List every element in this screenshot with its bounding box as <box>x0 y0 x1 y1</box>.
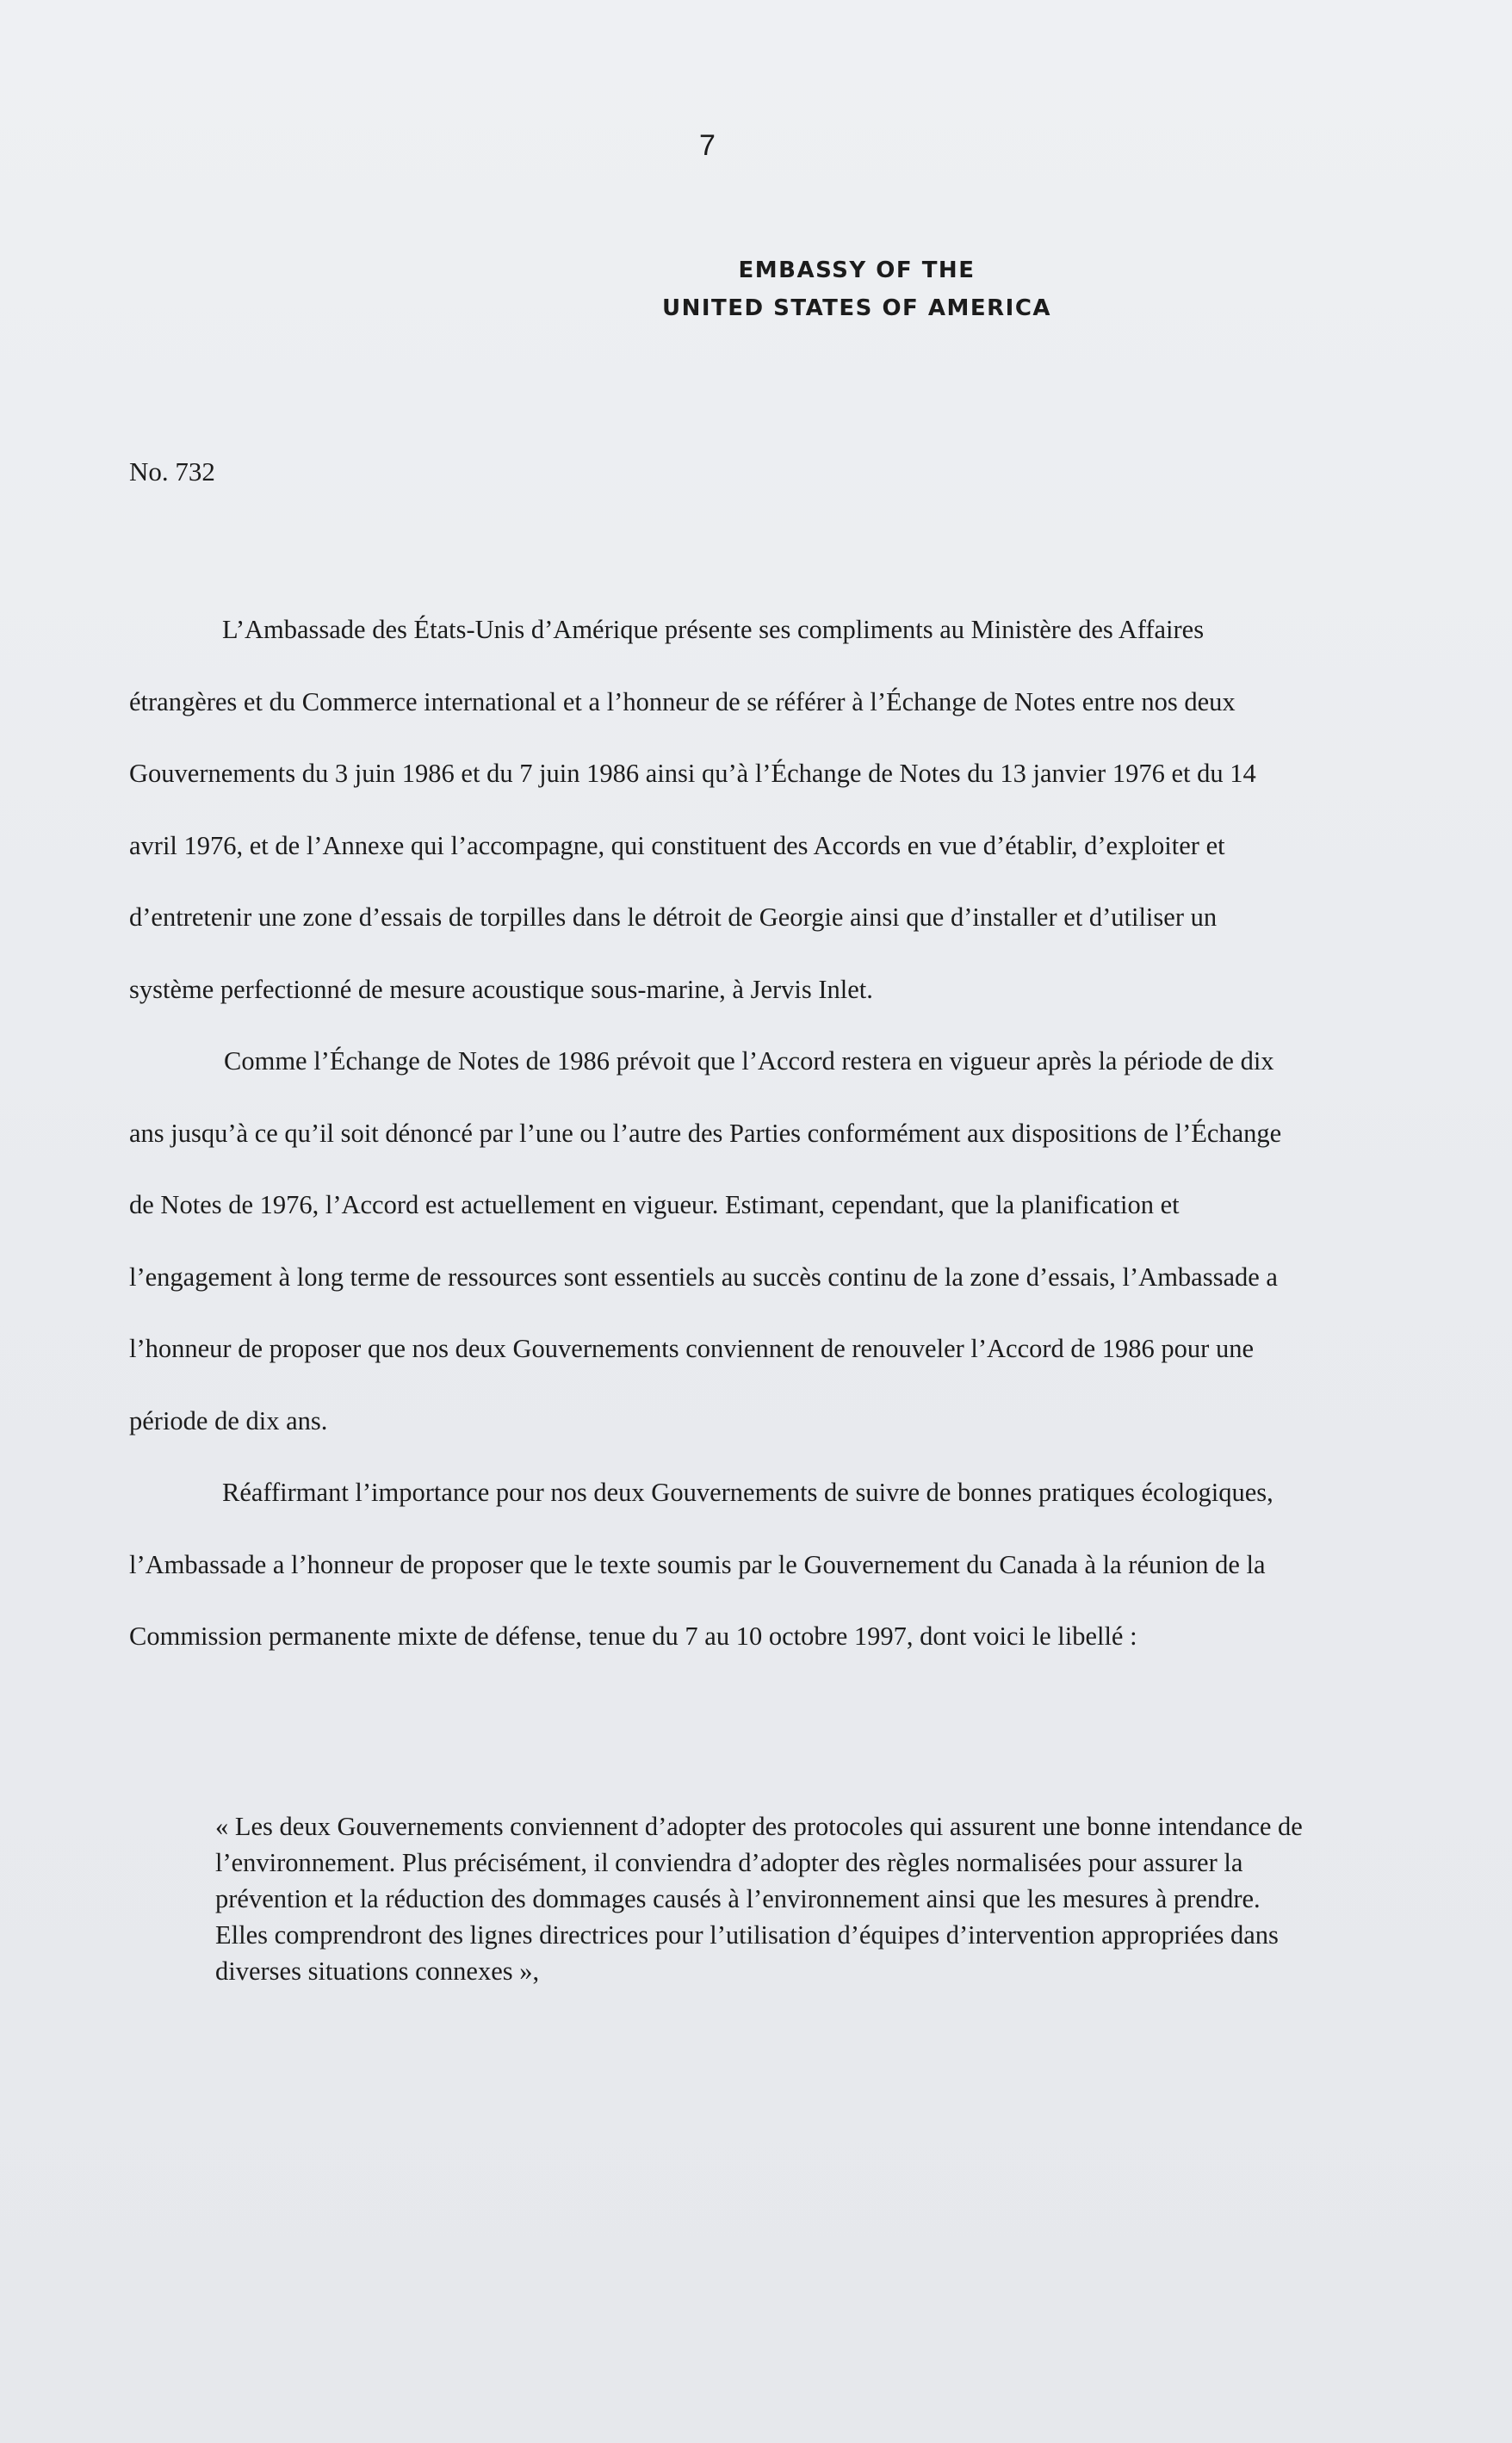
letterhead-line-1: EMBASSY OF THE <box>738 257 976 283</box>
letterhead <box>603 251 1111 327</box>
page-number: 7 <box>699 129 716 162</box>
paragraph-3: Réaffirmant l’importance pour nos deux Gouvernements de suivre de bonnes pratiques écologiques, l’Ambassade a l’honneur de proposer que le texte soumis par le Gouvernement du Canada à la réunion de la Commission permanente mixte de défense, tenue du 7 au 10 octobre 1997, dont voici le libellé : <box>129 1478 1273 1651</box>
quoted-text: « Les deux Gouvernements conviennent d’adopter des protocoles qui assurent une bonne intendance de l’environnement. Plus précisément, il conviendra d’adopter des règles normalisées pour assurer la prévention et la réduction des dommages causés à l’environnement ainsi que les mesures à prendre. Elles comprendront des lignes directrices pour l’utilisation d’équipes d’intervention appropriées dans diverses situations connexes », <box>215 1812 1303 1986</box>
letterhead-line-2: UNITED STATES OF AMERICA <box>661 295 1052 321</box>
paragraph-1: L’Ambassade des États-Unis d’Amérique présente ses compliments au Ministère des Affaires étrangères et du Commerce international et a l’honneur de se référer à l’Échange de Notes entre nos deux Gouvernements du 3 juin 1986 et du 7 juin 1986 ainsi qu’à l’Échange de Notes du 13 janvier 1976 et du 14 avril 1976, et de l’Annexe qui l’accompagne, qui constituent des Accords en vue d’établir, d’exploiter et d’entretenir une zone d’essais de torpilles dans le détroit de Georgie ainsi que d’installer et d’utiliser un système perfectionné de mesure acoustique sous-marine, à Jervis Inlet. <box>129 615 1256 1004</box>
paragraph-2: Comme l’Échange de Notes de 1986 prévoit que l’Accord restera en vigueur après la période de dix ans jusqu’à ce qu’il soit dénoncé par l’une ou l’autre des Parties conformément aux dispositions de l’Échange de Notes de 1976, l’Accord est actuellement en vigueur. Estimant, cependant, que la planification et l’engagement à long terme de ressources sont essentiels au succès continu de la zone d’essais, l’Ambassade a l’honneur de proposer que nos deux Gouvernements conviennent de renouveler l’Accord de 1986 pour une période de dix ans. <box>129 1046 1282 1435</box>
note-reference-number: No. 732 <box>129 456 215 487</box>
quoted-text-block <box>215 1808 1309 1989</box>
letter-body <box>129 594 1292 1673</box>
